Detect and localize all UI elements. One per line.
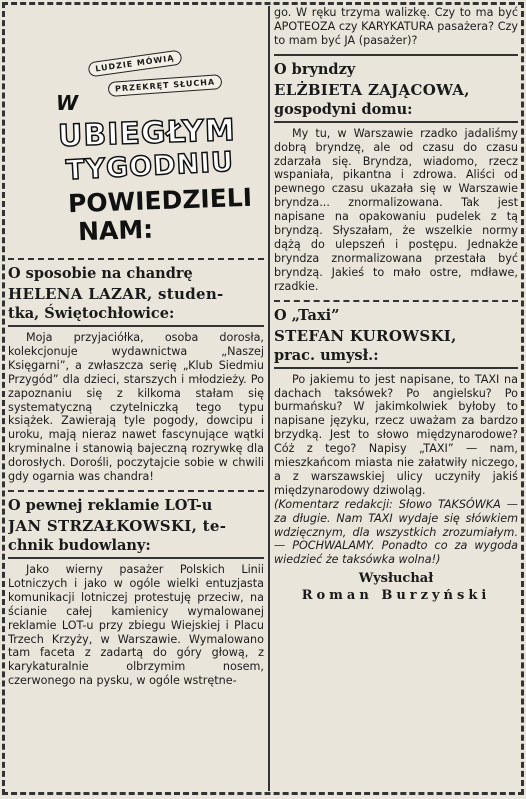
section4-body: Po jakiemu to jest napisane, to TAXI na dachach taksówek? Po angielsku? Po burmańsku? W jakimkolwiek byłoby to napisane języku, rzecz uważam za bardzo brzydką. Jest to słowo międzynarodowe? Cóż z tego? Napisy „TAXI” — nam, mieszkańcom miasta nie załatwiły niczego, a z warszawskiej ulicy uczyniły jakiś międzynarodowy dziwoląg. bbox=[274, 372, 518, 497]
section2-body: Jako wierny pasażer Polskich Linii Lotniczych i jako w ogóle wielki entuzjasta komunikacji lotniczej protestuję przeciw, na ścianie całej kamienicy wymalowanej reklamie LOT-u przy zbiegu Wiejskiej i Placu Trzech Krzyży, w Warszawie. Wymalowano tam faceta z zadartą do góry głową, z karykaturalnie olbrzymim nosem, czerwonego na pysku, w ogóle wstrętne- bbox=[8, 562, 264, 688]
signature-name: Roman Burzyński bbox=[301, 588, 491, 604]
logo-line-w: W bbox=[56, 91, 79, 115]
section1-subtitle: tka, Świętochłowice: bbox=[8, 305, 175, 322]
section1-topic: O sposobie na chandrę bbox=[8, 265, 193, 282]
section4-top-rule bbox=[274, 300, 518, 302]
section4-subtitle: prac. umysł.: bbox=[274, 346, 379, 364]
section4-name: STEFAN KUROWSKI, bbox=[274, 326, 457, 345]
logo-line-1: UBIEGŁYM bbox=[57, 112, 237, 155]
logo-line-3: POWIEDZIELI bbox=[67, 182, 253, 219]
section4-topic: O „Taxi” bbox=[274, 306, 340, 324]
frame-border-right bbox=[521, 2, 524, 795]
logo-tag-bottom: PRZEKRĘT SŁUCHA bbox=[108, 74, 223, 97]
section3-rule bbox=[274, 121, 518, 123]
logo-line-2: TYGODNIU bbox=[65, 146, 235, 187]
logo-line-4: NAM: bbox=[77, 214, 154, 247]
left-column bbox=[8, 6, 264, 791]
section1-top-rule bbox=[8, 258, 264, 260]
section3-top-rule bbox=[274, 54, 518, 56]
column-divider bbox=[268, 6, 270, 791]
section2-rule bbox=[8, 557, 264, 559]
section3-body: My tu, w Warszawie rzadko jadaliśmy dobrą bryndzę, ale od czasu do czasu zdarzała się. Bryndza, wiadomo, rzecz wspaniała, pikantna i zdrowa. Aliści od pewnego czasu ukazała się w Warszawie bryndza... znormalizowana. Tak jest napisane na opakowaniu pudelek z tą bryndzą. Słyszałam, że wszelkie normy dążą do ulepszeń i postępu. Jednakże bryndza znormalizowana przestała być bryndzą. Jakieś to mało ostre, mdławe, rzadkie. bbox=[274, 126, 518, 293]
logo-tags bbox=[88, 53, 216, 96]
column-logo bbox=[8, 6, 264, 256]
section3-name: ELŻBIETA ZAJĄCOWA, bbox=[274, 80, 470, 99]
section1-body: Moja przyjaciółka, osoba dorosła, kolekcjonuje wydawnictwa „Naszej Księgarni”, a zwłaszcza serię „Klub Siedmiu Przygód” dla dzieci, starszych i młodzieży. Po zapoznaniu się z kilkoma stałam się systematyczną czytelniczką tego typu książek. Zawierają tyle pogody, dowcipu i uroku, mają nieraz nawet fascynujące wątki kryminalne i stanowią bajeczną rozrywkę dla dorosłych. Dorośli, poczytajcie sobie w chwili gdy ogarnia was chandra! bbox=[8, 331, 264, 484]
section4-rule bbox=[274, 367, 518, 369]
section1-rule bbox=[8, 325, 264, 327]
section3-topic: O bryndzy bbox=[274, 60, 356, 78]
section3-subtitle: gospodyni domu: bbox=[274, 100, 413, 118]
right-column bbox=[274, 6, 518, 791]
frame-border-top bbox=[2, 2, 524, 5]
editor-comment: (Komentarz redakcji: Słowo TAKSÓWKA — za długie. Nam TAXI wydaje się słówkiem wdzięcznym, dla wszystkich zrozumiałym. — POCHWALAMY. Ponadto co za wygoda wiedzieć że taksówka wolna!) bbox=[274, 497, 518, 567]
section2-topic: O pewnej reklamie LOT-u bbox=[8, 496, 213, 514]
section2-top-rule bbox=[8, 490, 264, 492]
signature-label: Wysłuchał bbox=[358, 571, 434, 587]
section2-name: JAN STRZAŁKOWSKI, te- bbox=[8, 516, 227, 535]
section2-subtitle: chnik budowlany: bbox=[8, 536, 151, 554]
frame-border-left bbox=[2, 2, 5, 795]
logo-tag-top: LUDZIE MÓWIĄ bbox=[87, 50, 182, 78]
section1-name: HELENA LAZAR, studen- bbox=[8, 285, 224, 303]
section2-continuation: go. W ręku trzyma walizkę. Czy to ma być APOTEOZA czy KARYKATURA pasażera? Czy to mam być JA (pasażer)? bbox=[274, 6, 518, 47]
frame-border-bottom bbox=[2, 792, 524, 795]
